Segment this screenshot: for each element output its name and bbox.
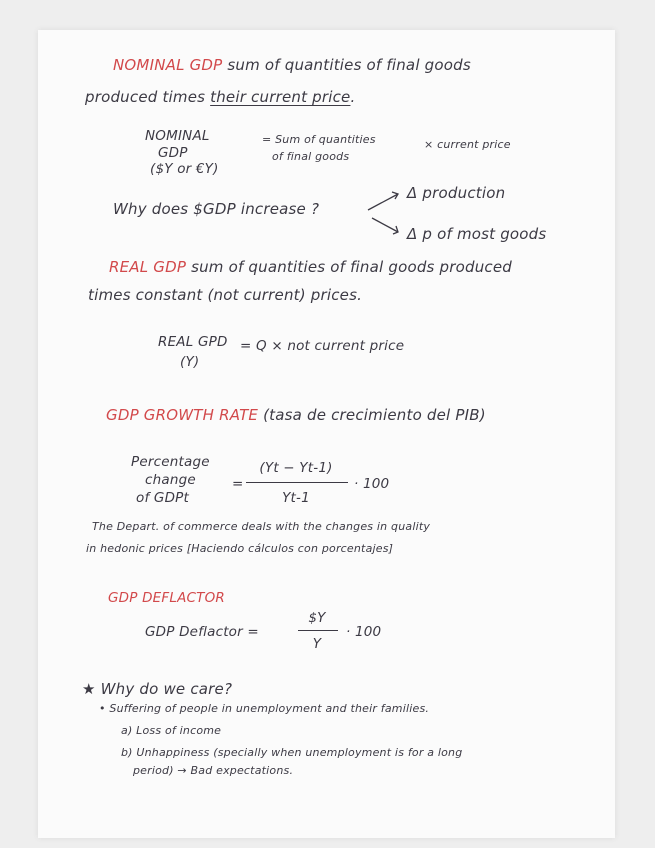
why-branch-prices: Δ p of most goods	[407, 225, 547, 243]
real-definition-text: sum of quantities of final goods produced	[191, 258, 513, 276]
nominal-formula-lhs-2: GDP	[158, 145, 188, 161]
real-formula-rhs: = Q × not current price	[240, 338, 405, 354]
nominal-formula-rhs-2: of final goods	[272, 150, 350, 163]
growth-lhs-1: Percentage	[131, 454, 210, 470]
nominal-def-period: .	[350, 88, 356, 106]
nominal-def-current-price: their current price	[210, 88, 351, 106]
deflator-title: GDP DEFLACTOR	[108, 590, 226, 606]
nominal-formula-lhs-1: NOMINAL	[145, 128, 210, 144]
growth-lhs-3: of GDPt	[136, 490, 189, 506]
care-item-b-line-1: b) Unhappiness (specially when unemployment is for a long	[121, 746, 463, 759]
growth-title-line	[106, 406, 486, 424]
growth-rate-title: GDP GROWTH RATE	[106, 406, 259, 424]
growth-note-line-1: The Depart. of commerce deals with the changes in quality	[92, 520, 431, 533]
nominal-definition-text: sum of quantities of final goods	[227, 56, 471, 74]
nominal-formula-rhs-1: = Sum of quantities	[262, 133, 376, 146]
growth-rate-subtitle: (tasa de crecimiento del PIB)	[263, 406, 486, 424]
deflator-denominator: Y	[312, 636, 322, 652]
growth-fraction-bar	[246, 482, 348, 483]
deflator-numerator: $Y	[308, 610, 326, 626]
nominal-def-produced-times: produced times	[85, 88, 206, 106]
growth-lhs-2: change	[145, 472, 196, 488]
growth-times-100: · 100	[354, 476, 390, 492]
nominal-definition-line-2	[85, 88, 355, 106]
deflator-times-100: · 100	[346, 624, 382, 640]
nominal-formula-lhs-3: ($Y or €Y)	[150, 161, 219, 177]
care-item-a: a) Loss of income	[121, 724, 222, 737]
branch-arrows-icon	[366, 188, 406, 238]
care-bullet: • Suffering of people in unemployment and their families.	[99, 702, 430, 715]
care-heading: ★ Why do we care?	[82, 680, 233, 698]
growth-denominator: Yt-1	[282, 490, 310, 506]
real-formula-lhs-2: (Y)	[180, 354, 200, 370]
deflator-fraction-bar	[298, 630, 338, 631]
growth-note-line-2: in hedonic prices [Haciendo cálculos con porcentajes]	[86, 542, 394, 555]
real-formula-lhs-1: REAL GPD	[158, 334, 228, 350]
deflator-lhs: GDP Deflactor =	[145, 624, 259, 640]
nominal-definition-line-1	[113, 56, 471, 74]
nominal-gdp-title: NOMINAL GDP	[113, 56, 223, 74]
growth-equals: =	[232, 476, 244, 492]
growth-numerator: (Yt − Yt-1)	[259, 460, 333, 476]
why-branch-production: Δ production	[407, 184, 506, 202]
nominal-formula-rhs-3: × current price	[424, 138, 511, 151]
real-definition-line-1	[109, 258, 512, 276]
why-gdp-increase-question: Why does $GDP increase ?	[113, 200, 320, 218]
real-definition-line-2: times constant (not current) prices.	[88, 286, 363, 304]
care-item-b-line-2: period) → Bad expectations.	[133, 764, 294, 777]
real-gdp-title: REAL GDP	[109, 258, 187, 276]
